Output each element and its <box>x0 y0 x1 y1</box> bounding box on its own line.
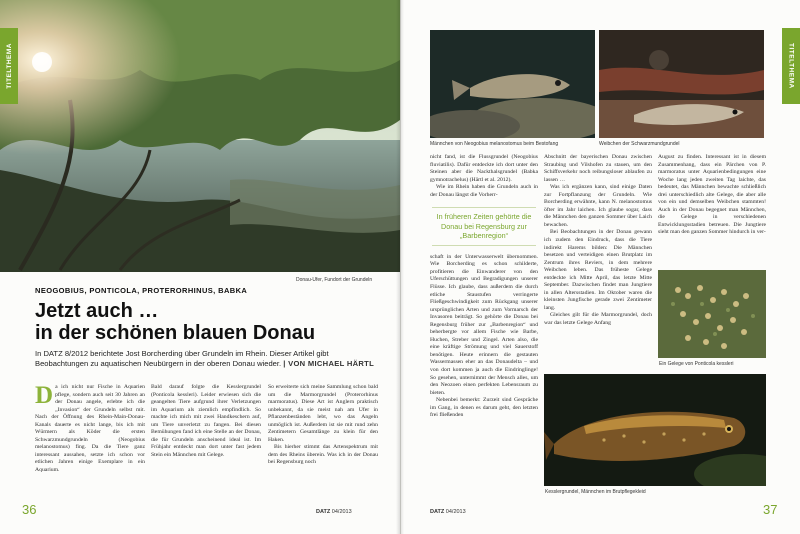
footer-right <box>430 509 466 515</box>
footer-issue-right: 04/2013 <box>445 509 466 515</box>
r-col2d-text: Gleiches gilt für die Marmorgrundel, doch war das letzte Gelege Anfang <box>544 312 652 327</box>
right-column-1 <box>430 154 538 420</box>
lead-paragraph <box>35 349 380 369</box>
footer-issue: 04/2013 <box>331 509 352 515</box>
left-column-2 <box>151 384 261 459</box>
page-number-left: 36 <box>22 502 37 517</box>
river-bank-photo <box>0 0 400 272</box>
photo2-caption: Weibchen der Schwarzmundgrundel <box>599 141 680 147</box>
footer-brand-right: DATZ <box>430 509 445 515</box>
goby-male-photo <box>430 30 595 138</box>
photo-caption: Donau-Ufer, Fundort der Grundeln <box>296 277 373 283</box>
photo4-caption: Kesslergrundel, Männchen im Brutpflegekleid <box>545 489 646 495</box>
lead-text: In DATZ 8/2012 berichtete Jost Borcherding über Grundeln im Rhein. Dieser Artikel gibt Beobachtungen zu aquatischen Neubürgern in der oberen Donau wieder. <box>35 349 329 368</box>
right-column-3 <box>658 154 766 237</box>
spine-gutter <box>396 0 404 534</box>
footer-brand: DATZ <box>316 509 331 515</box>
pull-quote: In früheren Zeiten gehörte die Donau bei Regensburg zur „Barbenregion“ <box>432 207 536 246</box>
section-tab-left: TITELTHEMA <box>0 28 18 104</box>
r-col1b-text: Wie im Rhein haben die Grundeln auch in der Donau längst die Vorherr- <box>430 184 538 198</box>
left-column-3 <box>268 384 378 467</box>
kicker: NEOGOBIUS, PONTICOLA, PROTERORHINUS, BABKA <box>35 286 248 295</box>
r-col1c-text: schaft in der Unterwasserwelt übernommen. Wie Borcherding es schon schilderte, profitieren die Einwanderer von den Uferschüttungen und Begradigungen unserer Flüsse. Ich glaube, dass außerdem die durch etliche Staustufen verringerte Fließgeschwindigkeit zum Rückgang unserer ursprünglichen Arten und zum Vormarsch der Invasoren beiträgt. So gehörte die Donau bei Regensburg früher zur „Barbenregion“ und beherbergte vor allem Fische wie Barbe, Huchen, Streber und Zingel. Arten also, die eine kräftige Strömung und viel Sauerstoff benötigen. Heute erinnern die gestauten Wassermassen eher an das Donaudelta – und von dort kommen ja auch die Eindringlinge! So gesehen, unternimmt der Mensch alles, um den Neozoen einen perfekten Lebensraum zu bieten. <box>430 253 538 396</box>
right-column-2 <box>544 154 652 328</box>
author-byline: | VON MICHAEL HÄRTL <box>283 359 375 368</box>
r-col2c-text: Bei Beobachtungen in der Donau gewann ich zudem den Eindruck, dass die Tiere indirekt Harems bilden: Die Männchen besetzen und verteidigen einen Brutplatz im Zentrum ihres Reviers, in dem mehrere Weibchen leben. Das früheste Gelege entdeckte ich Mitte April, das letzte Mitte September. Dazwischen findet man Jungtiere in allen Altersstadien. Im Oktober waren die kleinsten Jungfische gerade zwei Zentimeter lang. <box>544 229 652 311</box>
headline <box>35 300 375 344</box>
right-page <box>400 0 800 534</box>
photo1-caption: Männchen von Neogobius melanostomus beim Bestofang <box>430 141 559 147</box>
goby-female-photo <box>599 30 764 138</box>
r-col2b-text: Was ich ergänzen kann, sind einige Daten zur Fortpflanzung der Grundeln. Wie Borcherding erwähnte, kann N. melanostomus öfter im Jahr laichen. Ich glaube sogar, dass die Männchen den ganzen Sommer über Laich bewachen. <box>544 184 652 228</box>
egg-clutch-photo <box>658 270 766 358</box>
col2-text: Bald darauf folgte die Kesslergrundel (Ponticola kessleri). Leider erwiesen sich die geangelten Tiere aufgrund ihrer Verletzungen im Aquarium als ziemlich empfindlich. So machte ich mich mit zwei Handkeschern auf, um Tiere unverletzt zu fangen. Bei diesen Bemühungen fand ich eine Stelle an der Donau, die für Grundeln anscheinend ideal ist. Im Frühjahr entdeckt man dort unter fast jedem Stein ein Männchen mit Gelege. <box>151 384 261 458</box>
col3a-text: So erweiterte sich meine Sammlung schon bald um die Marmorgrundel (Proterorhinus marmoratus). Diese Art ist Anglern praktisch unbekannt, da sie meist nah am Ufer in Pflanzenbeständen lebt, wo das Angeln unmöglich ist. Außerdem ist sie mit rund zehn Zentimetern Gesamtlänge zu klein für den Haken. <box>268 384 378 443</box>
r-col3-text: August zu finden. Interessant ist in diesem Zusammenhang, dass ein Pärchen von P. marmoratus unter Aquarienbedingungen eine Woche lang jeden zweiten Tag laichte, das bedeutet, das Männchen bewachte schließlich drei unterschiedlich alte Gelege, die aber alle von ein und demselben Weibchen stammten! Auch in der Donau begegnet man Männchen, die Gelege in verschiedenen Entwicklungsstadien betreuen. Die Jungtiere sieht man den ganzen Sommer hindurch in ver- <box>658 154 766 236</box>
col1-text: a ich nicht nur Fische in Aquarien pflege, sondern auch seit 30 Jahren an der Donau angele, erlebte ich die „Invasion“ der Grundeln selbst mit. Nach der Öffnung des Rhein-Main-Donau-Kanals dauerte es nicht lange, bis ich mit Würmern als Köder die ersten Schwarzmundgrundeln (Neogobius melanostomus) fing. Da die Tiere ganz interessant aussahen, setzte ich schon vor etlichen Jahren einige Exemplare in ein Aquarium. <box>35 384 145 474</box>
r-col2a-text: Abschnitt der bayerischen Donau zwischen Straubing und Vilshofen zu stauen, um den Schiffsverkehr noch reibungsloser ablaufen zu lassen … <box>544 154 652 183</box>
photo3-caption: Ein Gelege von Ponticola kessleri <box>659 361 734 367</box>
page-number-right: 37 <box>763 502 778 517</box>
kessler-goby-photo <box>544 374 766 486</box>
left-column-1 <box>35 384 145 475</box>
r-col1a-text: nicht fand, ist die Flussgrundel (Neogobius fluviatilis). Dafür entdeckte ich dort unter den Steinen aber die Nackthalsgrundel (Babka gymnotrachelus) (Härtl et al. 2012). <box>430 154 538 183</box>
drop-cap: D <box>35 382 54 409</box>
section-tab-right: TITELTHEMA <box>782 28 800 104</box>
footer-left <box>316 509 352 515</box>
r-col1d-text: Nebenbei bemerkt: Zurzeit sind Gespräche im Gang, in denen es darum geht, den letzten frei fließenden <box>430 397 538 419</box>
headline-line-2: in der schönen blauen Donau <box>35 322 316 344</box>
col3b-text: Bis hierher stimmt das Artenspektrum mit dem des Rheins überein. Was ich in der Donau bei Regensburg noch <box>268 444 378 466</box>
headline-line-1: Jetzt auch … <box>35 300 159 322</box>
